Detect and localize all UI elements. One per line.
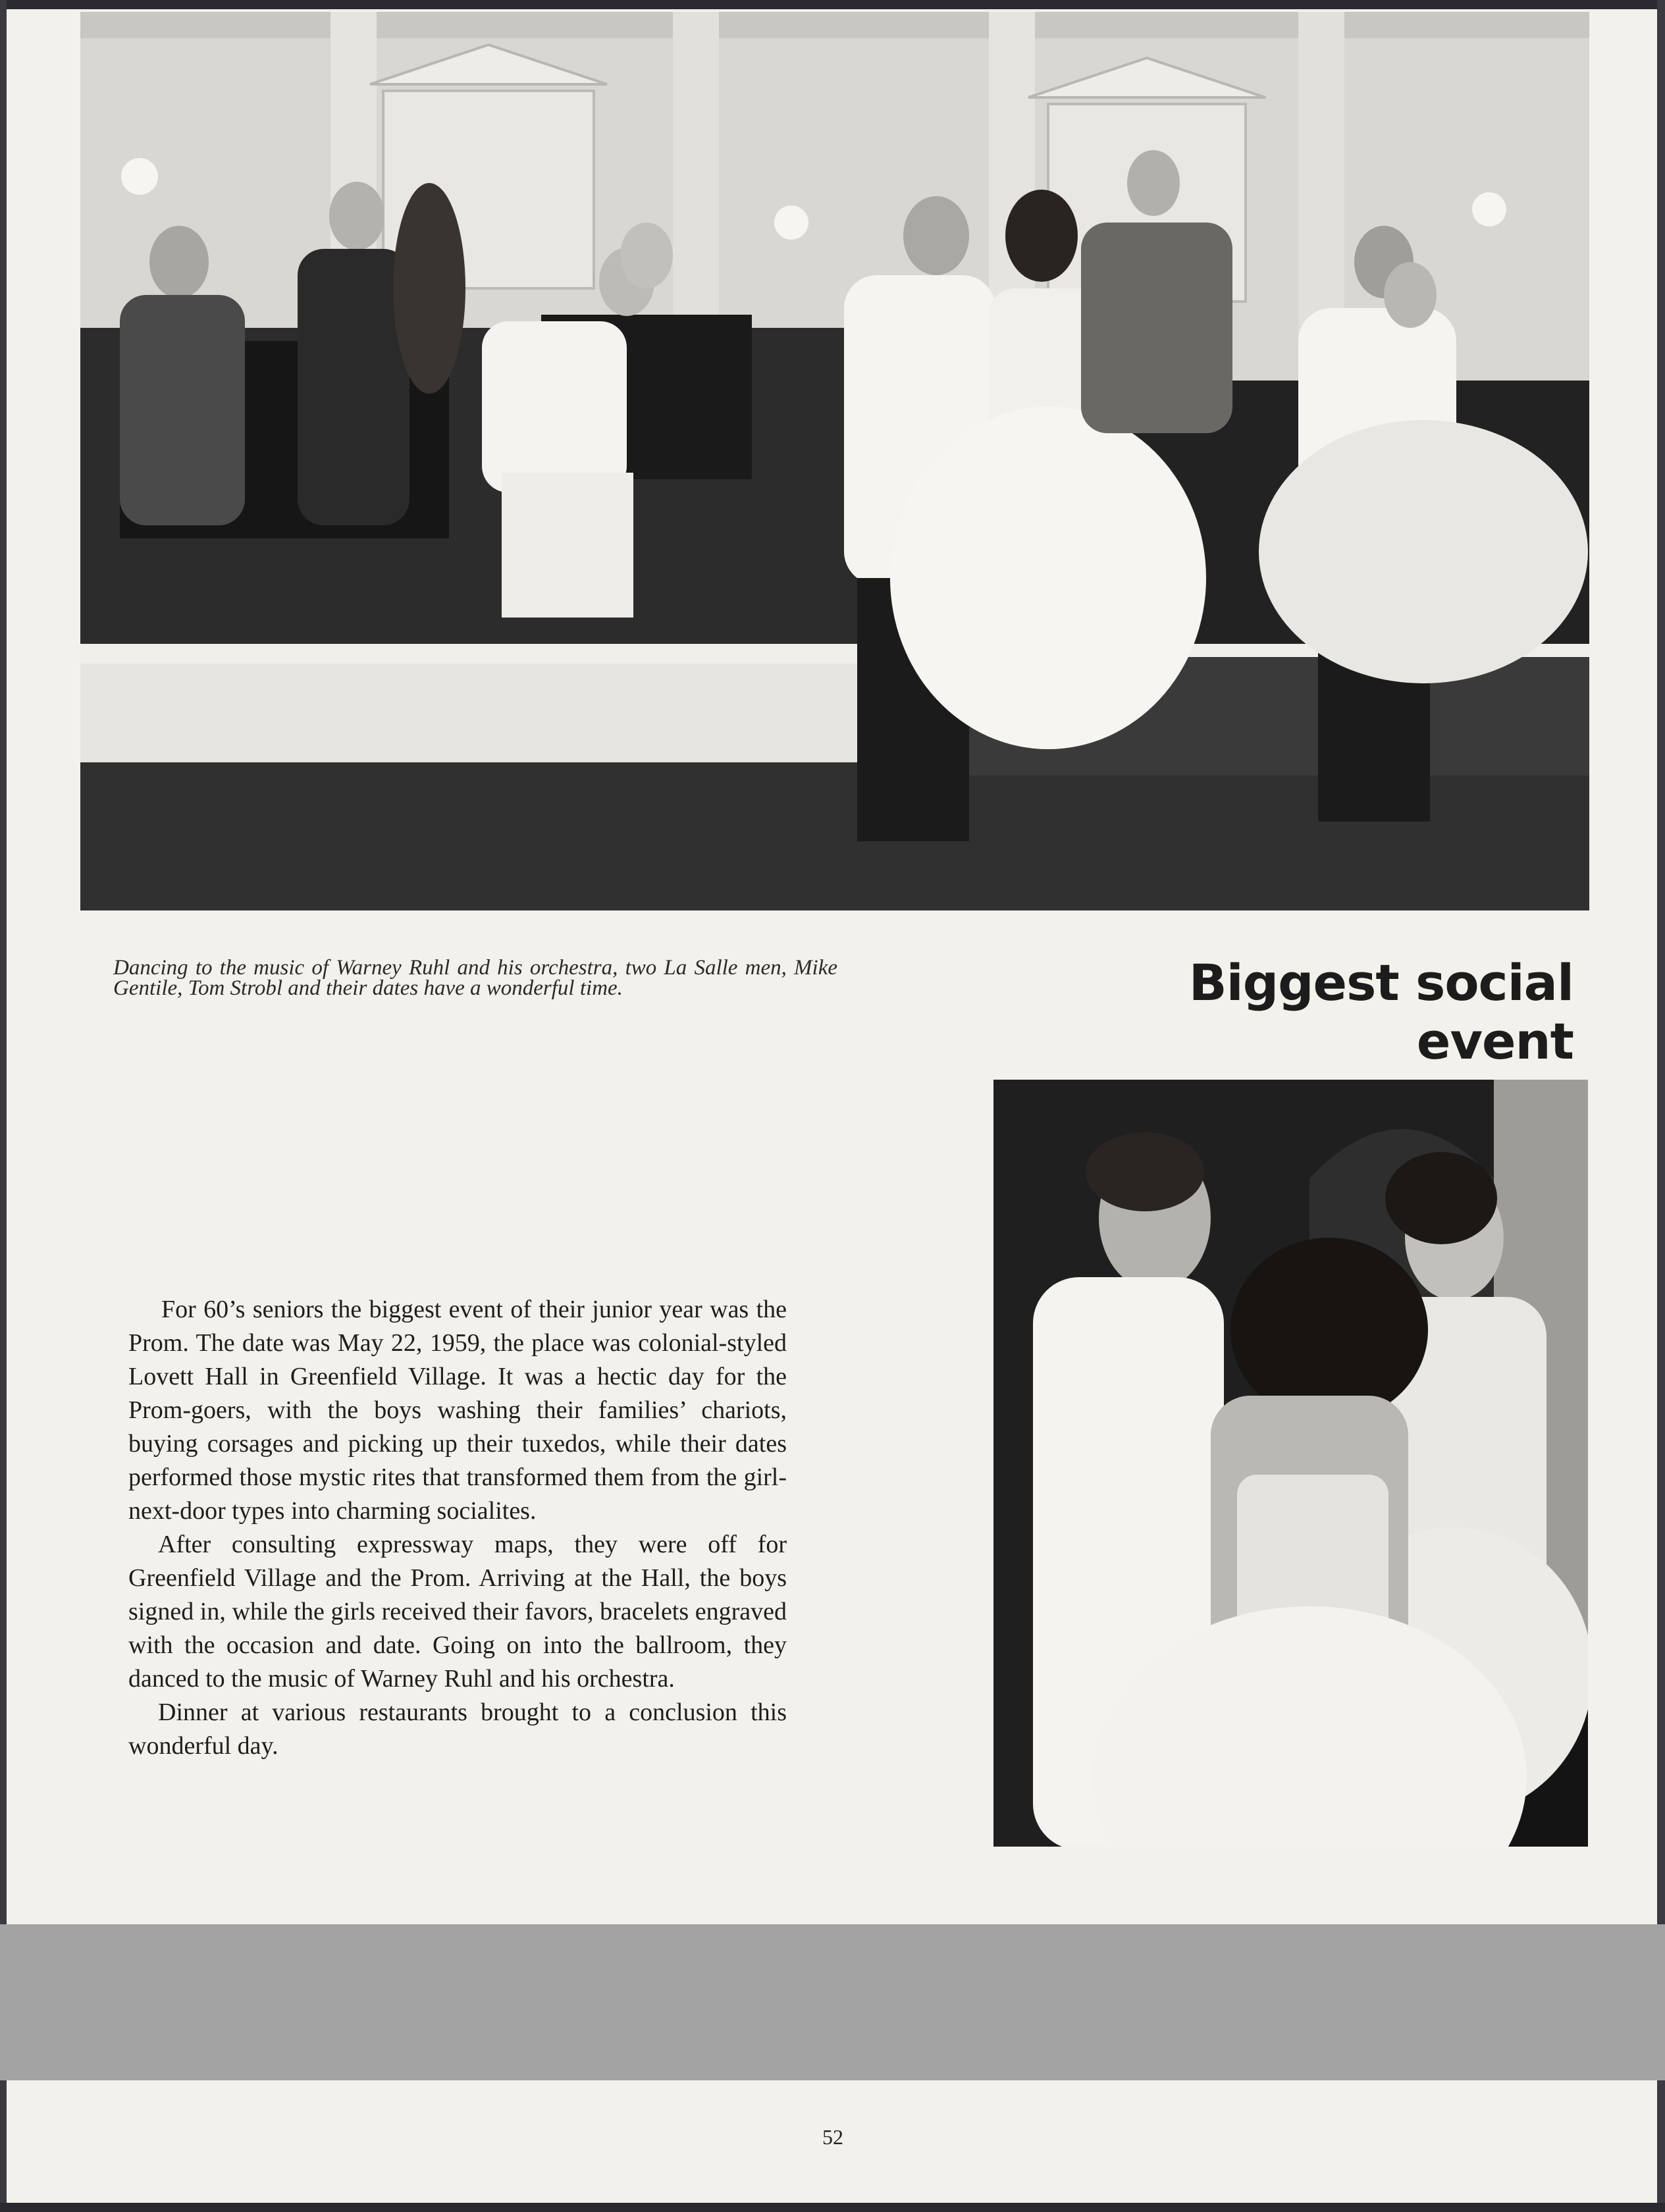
- scan-edge-left: [0, 0, 7, 2212]
- page-title: Biggest social event: [1188, 953, 1573, 1070]
- scan-edge-right: [1657, 0, 1665, 2212]
- dance-floor-photo: [80, 12, 1589, 910]
- couples-refreshment-photo: [993, 1080, 1588, 1847]
- page-number: 52: [822, 2125, 843, 2149]
- article-body: [128, 1293, 787, 1763]
- decorative-gray-band: [0, 1924, 1665, 2080]
- article-paragraph: For 60’s seniors the biggest event of their junior year was the Prom. The date was May 22, 1959, the place was colonial-styled Lovett Hall in Greenfield Village. It was a hectic day for the Prom-goers, with the boys washing their families’ chariots, buying corsages and picking up their tuxedos, while their dates performed those mystic rites that transformed them from the girl-next-door types into charming socialites.: [128, 1296, 787, 1525]
- scan-edge-top: [0, 0, 1665, 9]
- photo-caption: Dancing to the music of Warney Ruhl and his orchestra, two La Salle men, Mike Gentile, Tom Strobl and their dates have a wonderful time.: [113, 956, 837, 1000]
- article-paragraph: Dinner at various restaurants brought to a conclusion this wonderful day.: [128, 1698, 787, 1760]
- scan-edge-bottom: [0, 2203, 1665, 2212]
- article-paragraph: After consulting expressway maps, they were off for Greenfield Village and the Prom. Arriving at the Hall, the boys signed in, while the girls received their favors, bracelets engraved with the occasion and date. Going on into the ballroom, they danced to the music of Warney Ruhl and his orchestra.: [128, 1531, 787, 1693]
